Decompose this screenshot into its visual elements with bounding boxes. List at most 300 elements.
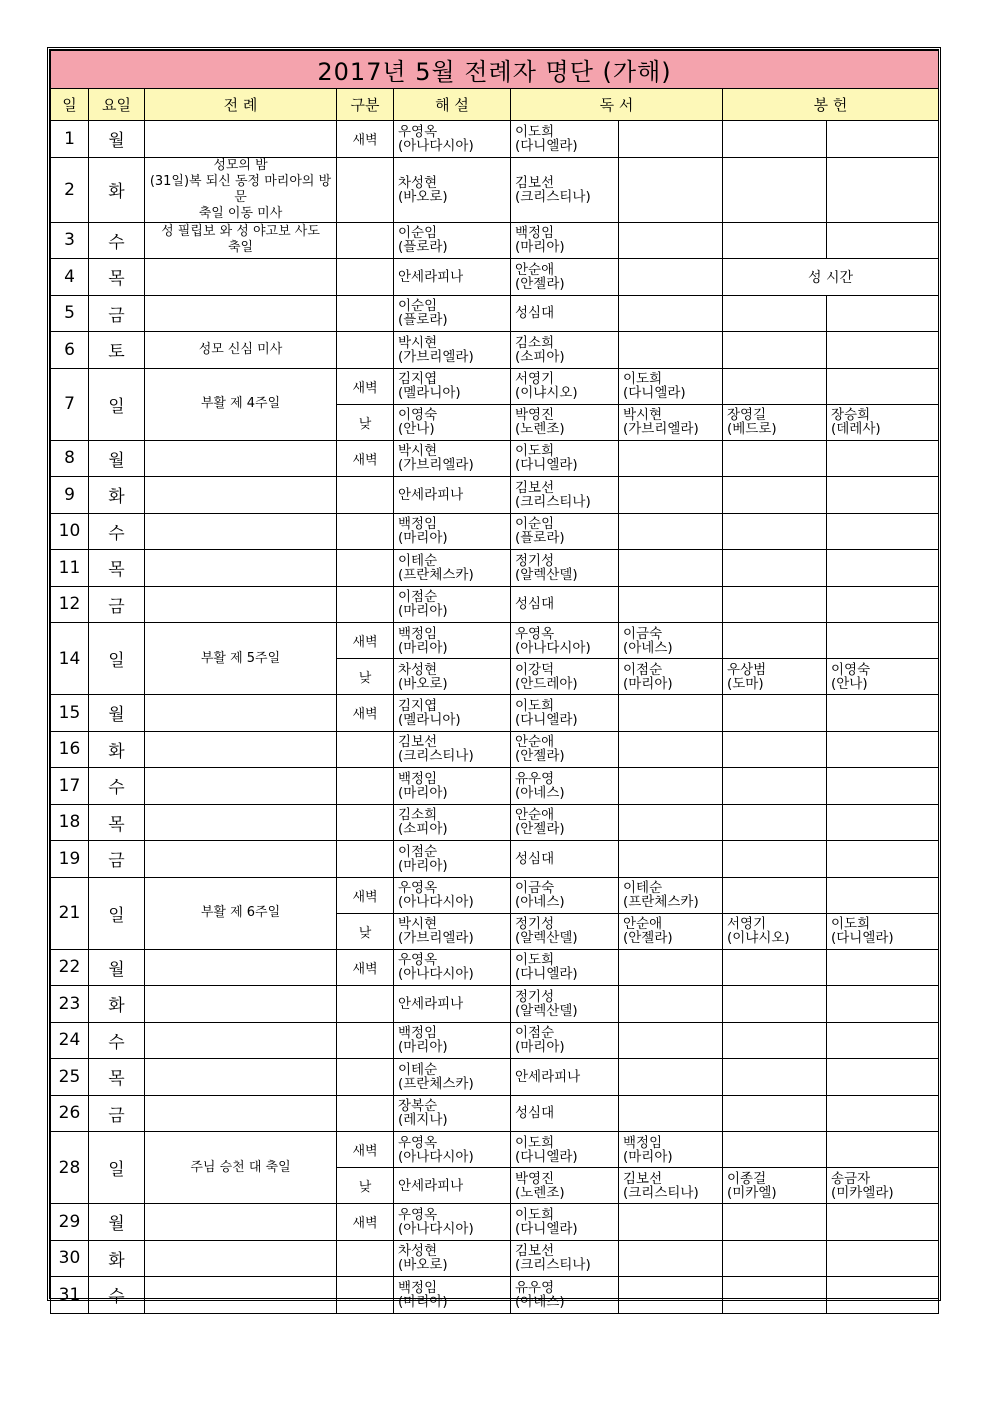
person-baptismal-name: (크리스티나) xyxy=(623,1184,699,1201)
person-cell xyxy=(723,623,827,659)
person-name: 백정임 xyxy=(515,225,555,242)
person-cell xyxy=(511,513,619,550)
person-cell xyxy=(511,440,619,477)
person-cell xyxy=(619,295,723,332)
liturgy-cell xyxy=(145,1277,337,1314)
person-cell xyxy=(619,222,723,259)
liturgy-cell xyxy=(145,804,337,841)
person-cell xyxy=(394,1277,511,1314)
person-cell xyxy=(511,1095,619,1132)
person-cell xyxy=(394,1240,511,1277)
person-baptismal-name: (아나다시아) xyxy=(398,966,474,983)
service-kind xyxy=(337,986,394,1023)
service-kind xyxy=(337,586,394,623)
day-cell: 30 xyxy=(51,1240,89,1277)
person-baptismal-name: (다니엘라) xyxy=(515,966,578,983)
person-baptismal-name: (알렉산델) xyxy=(515,1002,578,1019)
person-baptismal-name: (다니엘라) xyxy=(515,1148,578,1165)
service-kind xyxy=(337,332,394,369)
person-cell xyxy=(511,841,619,878)
person-cell xyxy=(511,1059,619,1096)
person-baptismal-name: (마리아) xyxy=(515,239,565,256)
person-cell xyxy=(723,1277,827,1314)
header-reading: 독 서 xyxy=(511,89,723,121)
person-cell xyxy=(511,1240,619,1277)
person-cell xyxy=(511,295,619,332)
person-baptismal-name: (안젤라) xyxy=(623,930,673,946)
weekday-cell: 화 xyxy=(89,986,145,1023)
day-cell: 19 xyxy=(51,841,89,878)
person-baptismal-name: (프란체스카) xyxy=(398,1075,474,1092)
person-cell xyxy=(619,1059,723,1096)
person-name: 이도희 xyxy=(515,952,555,969)
person-name: 안세라피나 xyxy=(398,486,464,503)
service-kind xyxy=(337,1022,394,1059)
weekday-cell: 수 xyxy=(89,1277,145,1314)
person-name: 정기성 xyxy=(515,988,555,1005)
liturgy-cell xyxy=(145,513,337,550)
person-cell xyxy=(511,949,619,986)
table-row xyxy=(51,623,939,659)
person-cell xyxy=(619,1204,723,1241)
liturgy-cell: 주님 승천 대 축일 xyxy=(145,1132,337,1204)
person-cell xyxy=(723,1132,827,1168)
person-baptismal-name: (마리아) xyxy=(398,784,448,801)
person-cell xyxy=(394,913,511,949)
person-cell xyxy=(723,1095,827,1132)
service-kind: 새벽 xyxy=(337,440,394,477)
person-cell xyxy=(827,1059,939,1096)
table-row xyxy=(51,295,939,332)
person-baptismal-name: (아네스) xyxy=(515,1293,565,1310)
service-kind: 새벽 xyxy=(337,1132,394,1168)
service-kind: 낮 xyxy=(337,659,394,695)
table-row xyxy=(51,768,939,805)
liturgy-cell xyxy=(145,1095,337,1132)
person-cell xyxy=(394,404,511,440)
person-cell xyxy=(723,513,827,550)
person-baptismal-name: (다니엘라) xyxy=(623,385,686,401)
person-name: 이도희 xyxy=(515,697,555,714)
day-cell: 24 xyxy=(51,1022,89,1059)
person-cell xyxy=(827,404,939,440)
person-name: 이순임 xyxy=(398,225,438,242)
person-cell xyxy=(619,768,723,805)
table-row xyxy=(51,157,939,222)
day-cell: 18 xyxy=(51,804,89,841)
person-cell xyxy=(511,986,619,1023)
person-baptismal-name: (아네스) xyxy=(515,784,565,801)
person-baptismal-name: (노렌조) xyxy=(515,421,565,437)
table-row xyxy=(51,513,939,550)
person-cell xyxy=(394,550,511,587)
person-cell xyxy=(511,368,619,404)
person-baptismal-name: (마리아) xyxy=(398,530,448,547)
person-cell xyxy=(619,368,723,404)
person-name: 우영옥 xyxy=(398,123,438,140)
weekday-cell: 금 xyxy=(89,841,145,878)
person-cell xyxy=(394,1168,511,1204)
person-baptismal-name: (아나다시아) xyxy=(515,639,591,656)
person-name: 차성현 xyxy=(398,1243,438,1260)
table-row xyxy=(51,222,939,259)
person-baptismal-name: (안나) xyxy=(398,421,435,437)
person-cell xyxy=(619,913,723,949)
header-row xyxy=(51,89,939,121)
person-cell xyxy=(723,913,827,949)
person-baptismal-name: (바오로) xyxy=(398,188,448,205)
weekday-cell: 월 xyxy=(89,440,145,477)
table-row xyxy=(51,550,939,587)
person-cell xyxy=(723,1059,827,1096)
person-cell xyxy=(394,222,511,259)
person-cell xyxy=(511,332,619,369)
service-kind xyxy=(337,157,394,222)
day-cell: 25 xyxy=(51,1059,89,1096)
person-name: 이도희 xyxy=(515,443,555,460)
person-baptismal-name: (소피아) xyxy=(398,821,448,838)
weekday-cell: 수 xyxy=(89,222,145,259)
person-baptismal-name: (마리아) xyxy=(398,639,448,656)
person-name: 정기성 xyxy=(515,916,555,932)
person-name: 우영옥 xyxy=(398,952,438,969)
person-cell xyxy=(619,440,723,477)
person-cell xyxy=(619,623,723,659)
person-name: 우영옥 xyxy=(398,1206,438,1223)
day-cell: 3 xyxy=(51,222,89,259)
weekday-cell: 일 xyxy=(89,623,145,695)
person-cell xyxy=(827,913,939,949)
person-cell xyxy=(394,1022,511,1059)
person-baptismal-name: (플로라) xyxy=(515,530,565,547)
person-cell xyxy=(619,659,723,695)
person-cell xyxy=(394,949,511,986)
person-name: 차성현 xyxy=(398,174,438,191)
service-kind xyxy=(337,1059,394,1096)
person-name: 성심대 xyxy=(515,596,555,613)
table-row xyxy=(51,877,939,913)
liturgy-cell xyxy=(145,440,337,477)
person-baptismal-name: (플로라) xyxy=(398,239,448,256)
person-name: 서영기 xyxy=(727,916,767,932)
liturgy-cell xyxy=(145,550,337,587)
service-kind: 새벽 xyxy=(337,949,394,986)
person-cell xyxy=(511,913,619,949)
person-name: 김보선 xyxy=(515,479,555,496)
person-cell xyxy=(619,877,723,913)
person-cell xyxy=(827,841,939,878)
person-baptismal-name: (다니엘라) xyxy=(515,457,578,474)
person-name: 박시현 xyxy=(398,916,438,932)
person-cell xyxy=(394,586,511,623)
person-cell xyxy=(619,332,723,369)
person-cell xyxy=(723,404,827,440)
person-name: 백정임 xyxy=(398,1025,438,1042)
person-name: 백정임 xyxy=(398,1279,438,1296)
weekday-cell: 월 xyxy=(89,949,145,986)
person-name: 이점순 xyxy=(623,661,663,678)
person-cell xyxy=(394,877,511,913)
person-baptismal-name: (다니엘라) xyxy=(831,930,894,946)
person-name: 김지엽 xyxy=(398,371,438,387)
person-name: 이테순 xyxy=(623,880,663,896)
person-cell xyxy=(723,768,827,805)
service-kind: 새벽 xyxy=(337,877,394,913)
person-cell xyxy=(723,368,827,404)
person-name: 장영길 xyxy=(727,407,767,423)
person-baptismal-name: (마리아) xyxy=(398,603,448,620)
weekday-cell: 목 xyxy=(89,1059,145,1096)
person-name: 이금숙 xyxy=(515,880,555,896)
person-cell xyxy=(827,731,939,768)
service-kind: 낮 xyxy=(337,913,394,949)
person-name: 이도희 xyxy=(623,371,663,387)
day-cell: 15 xyxy=(51,695,89,732)
person-cell xyxy=(511,157,619,222)
person-cell xyxy=(723,1168,827,1204)
day-cell: 23 xyxy=(51,986,89,1023)
person-baptismal-name: (베드로) xyxy=(727,421,777,437)
person-cell xyxy=(827,1204,939,1241)
person-baptismal-name: (마리아) xyxy=(398,1039,448,1056)
liturgy-cell: 부활 제 5주일 xyxy=(145,623,337,695)
table-row xyxy=(51,259,939,296)
person-name: 안세라피나 xyxy=(398,268,464,285)
person-name: 박시현 xyxy=(398,443,438,460)
person-cell xyxy=(394,804,511,841)
person-name: 김소희 xyxy=(398,807,438,824)
person-cell xyxy=(511,1277,619,1314)
person-baptismal-name: (크리스티나) xyxy=(515,493,591,510)
person-name: 이도희 xyxy=(831,916,871,932)
person-name: 백정임 xyxy=(623,1134,663,1151)
person-cell xyxy=(619,1277,723,1314)
person-cell xyxy=(394,1095,511,1132)
person-baptismal-name: (멜라니아) xyxy=(398,385,461,401)
person-cell xyxy=(827,586,939,623)
person-cell xyxy=(394,477,511,514)
person-cell xyxy=(827,550,939,587)
person-cell xyxy=(723,586,827,623)
person-name: 이금숙 xyxy=(623,625,663,642)
person-cell xyxy=(723,440,827,477)
day-cell: 14 xyxy=(51,623,89,695)
header-commentary: 해 설 xyxy=(394,89,511,121)
person-name: 차성현 xyxy=(398,661,438,678)
person-name: 이도희 xyxy=(515,123,555,140)
person-name: 김지엽 xyxy=(398,697,438,714)
person-cell xyxy=(827,1277,939,1314)
day-cell: 4 xyxy=(51,259,89,296)
person-cell xyxy=(827,659,939,695)
person-baptismal-name: (가브리엘라) xyxy=(398,457,474,474)
liturgy-cell xyxy=(145,1059,337,1096)
person-cell xyxy=(723,550,827,587)
person-name: 정기성 xyxy=(515,552,555,569)
person-cell xyxy=(619,1240,723,1277)
person-cell xyxy=(723,949,827,986)
person-cell xyxy=(723,157,827,222)
person-cell xyxy=(723,877,827,913)
person-name: 김보선 xyxy=(515,1243,555,1260)
day-cell: 6 xyxy=(51,332,89,369)
person-cell xyxy=(619,986,723,1023)
person-cell xyxy=(394,841,511,878)
header-day: 일 xyxy=(51,89,89,121)
day-cell: 10 xyxy=(51,513,89,550)
person-cell xyxy=(827,440,939,477)
person-baptismal-name: (크리스티나) xyxy=(515,188,591,205)
person-name: 김보선 xyxy=(515,174,555,191)
service-kind: 새벽 xyxy=(337,623,394,659)
person-cell xyxy=(619,121,723,158)
person-cell xyxy=(723,659,827,695)
service-kind xyxy=(337,1240,394,1277)
day-cell: 21 xyxy=(51,877,89,949)
person-baptismal-name: (도마) xyxy=(727,675,764,692)
person-cell xyxy=(394,440,511,477)
person-cell xyxy=(394,1132,511,1168)
person-cell xyxy=(827,1240,939,1277)
person-cell xyxy=(511,1022,619,1059)
person-name: 이테순 xyxy=(398,552,438,569)
person-cell xyxy=(394,623,511,659)
header-liturgy: 전 례 xyxy=(145,89,337,121)
person-baptismal-name: (이냐시오) xyxy=(727,930,790,946)
table-row xyxy=(51,1277,939,1314)
person-cell xyxy=(511,121,619,158)
person-cell xyxy=(394,121,511,158)
table-row xyxy=(51,368,939,404)
person-name: 안세라피나 xyxy=(398,1177,464,1194)
person-name: 우영옥 xyxy=(398,880,438,896)
person-cell xyxy=(827,949,939,986)
person-name: 우상범 xyxy=(727,661,767,678)
person-name: 박시현 xyxy=(398,334,438,351)
person-cell xyxy=(394,368,511,404)
person-baptismal-name: (마리아) xyxy=(623,675,673,692)
person-cell xyxy=(511,877,619,913)
person-name: 이강덕 xyxy=(515,661,555,678)
person-baptismal-name: (크리스티나) xyxy=(398,748,474,765)
person-cell xyxy=(394,986,511,1023)
person-baptismal-name: (아네스) xyxy=(623,639,673,656)
person-baptismal-name: (마리아) xyxy=(515,1039,565,1056)
person-cell xyxy=(827,121,939,158)
person-name: 송금자 xyxy=(831,1170,871,1187)
person-cell xyxy=(723,1022,827,1059)
person-cell xyxy=(619,1132,723,1168)
person-baptismal-name: (아네스) xyxy=(515,894,565,910)
service-kind xyxy=(337,1277,394,1314)
weekday-cell: 일 xyxy=(89,368,145,440)
liturgy-cell xyxy=(145,586,337,623)
person-cell xyxy=(394,1059,511,1096)
person-cell xyxy=(827,695,939,732)
person-cell xyxy=(723,841,827,878)
table-row xyxy=(51,695,939,732)
person-name: 백정임 xyxy=(398,770,438,787)
person-name: 박영진 xyxy=(515,1170,555,1187)
person-cell xyxy=(827,513,939,550)
table-row xyxy=(51,804,939,841)
person-cell xyxy=(827,986,939,1023)
day-cell: 2 xyxy=(51,157,89,222)
person-name: 안순애 xyxy=(515,807,555,824)
day-cell: 11 xyxy=(51,550,89,587)
person-baptismal-name: (아나다시아) xyxy=(398,894,474,910)
person-cell xyxy=(827,877,939,913)
service-kind xyxy=(337,804,394,841)
person-baptismal-name: (가브리엘라) xyxy=(398,348,474,365)
liturgy-cell: 부활 제 4주일 xyxy=(145,368,337,440)
person-baptismal-name: (데레사) xyxy=(831,421,881,437)
table-row xyxy=(51,1240,939,1277)
person-name: 안순애 xyxy=(623,916,663,932)
day-cell: 9 xyxy=(51,477,89,514)
service-kind: 새벽 xyxy=(337,368,394,404)
person-cell xyxy=(619,841,723,878)
liturgy-cell xyxy=(145,1240,337,1277)
service-kind xyxy=(337,477,394,514)
liturgy-cell: 부활 제 6주일 xyxy=(145,877,337,949)
person-cell xyxy=(619,259,723,296)
person-cell xyxy=(827,222,939,259)
person-cell xyxy=(827,623,939,659)
person-name: 유우영 xyxy=(515,1279,555,1296)
person-cell xyxy=(827,368,939,404)
person-name: 박영진 xyxy=(515,407,555,423)
table-row xyxy=(51,1022,939,1059)
person-cell xyxy=(619,731,723,768)
header-weekday: 요일 xyxy=(89,89,145,121)
person-cell xyxy=(619,586,723,623)
day-cell: 5 xyxy=(51,295,89,332)
person-baptismal-name: (가브리엘라) xyxy=(623,421,699,437)
person-cell xyxy=(394,731,511,768)
person-cell xyxy=(827,295,939,332)
header-offering: 봉 헌 xyxy=(723,89,939,121)
table-row xyxy=(51,332,939,369)
liturgy-cell xyxy=(145,949,337,986)
person-name: 성심대 xyxy=(515,850,555,867)
person-name: 이순임 xyxy=(515,516,555,533)
person-name: 백정임 xyxy=(398,516,438,533)
person-name: 이점순 xyxy=(515,1025,555,1042)
person-baptismal-name: (프란체스카) xyxy=(398,566,474,583)
weekday-cell: 금 xyxy=(89,1095,145,1132)
person-cell xyxy=(827,1022,939,1059)
person-name: 안순애 xyxy=(515,261,555,278)
person-baptismal-name: (알렉산델) xyxy=(515,930,578,946)
weekday-cell: 목 xyxy=(89,259,145,296)
person-cell xyxy=(511,586,619,623)
person-name: 우영옥 xyxy=(398,1134,438,1151)
person-baptismal-name: (안젤라) xyxy=(515,821,565,838)
person-cell xyxy=(619,695,723,732)
person-name: 이종걸 xyxy=(727,1170,767,1187)
table-row xyxy=(51,1059,939,1096)
person-cell xyxy=(619,550,723,587)
person-baptismal-name: (마리아) xyxy=(398,1293,448,1310)
weekday-cell: 목 xyxy=(89,550,145,587)
person-name: 이점순 xyxy=(398,589,438,606)
weekday-cell: 토 xyxy=(89,332,145,369)
weekday-cell: 목 xyxy=(89,804,145,841)
person-name: 박시현 xyxy=(623,407,663,423)
service-kind xyxy=(337,259,394,296)
person-cell xyxy=(827,804,939,841)
